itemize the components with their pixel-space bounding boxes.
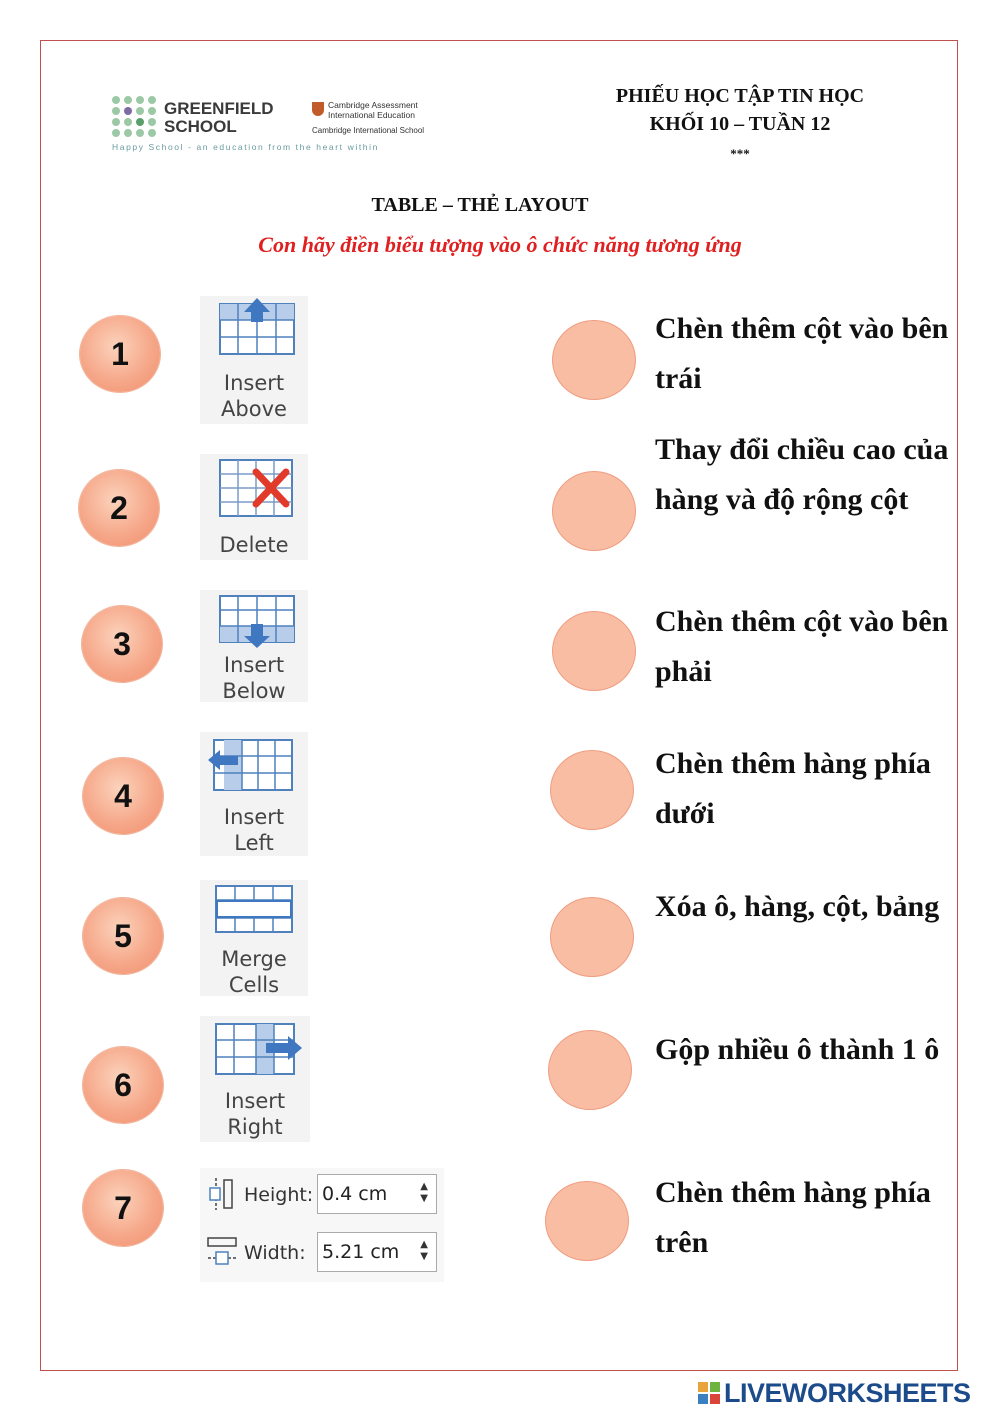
icon-label: Insert Below [222, 653, 286, 703]
icon-label: Insert Left [223, 805, 285, 855]
icon-label: Insert Above [221, 371, 287, 421]
row-height-icon [208, 1176, 236, 1212]
cambridge-line3: Cambridge International School [312, 126, 425, 135]
cambridge-logo [312, 100, 427, 142]
function-description: Chèn thêm hàng phía dưới [655, 747, 931, 830]
width-label: Width: [244, 1242, 306, 1264]
worksheet-grade-week: KHỐI 10 – TUẦN 12 [649, 113, 831, 135]
function-description: Chèn thêm cột vào bên trái [655, 312, 949, 395]
cambridge-shield-icon [312, 102, 324, 116]
number-circle: 3 [82, 606, 162, 682]
answer-drop-circle[interactable] [553, 321, 635, 399]
cambridge-line2: International Education [328, 110, 415, 120]
brand-name: LIVEWORKSHEETS [724, 1378, 971, 1408]
answer-drop-circle[interactable] [553, 612, 635, 690]
width-input[interactable] [317, 1232, 437, 1272]
spinner-arrows-icon[interactable]: ▲ ▼ [420, 1239, 428, 1262]
merge-cells-icon[interactable] [200, 880, 308, 996]
function-description: Chèn thêm hàng phía trên [655, 1176, 931, 1259]
function-description: Thay đổi chiều cao của hàng và độ rộng cột [655, 433, 949, 516]
answer-drop-circle[interactable] [546, 1182, 628, 1260]
answer-drop-circle[interactable] [551, 751, 633, 829]
title-stars: *** [730, 146, 750, 161]
height-input[interactable] [317, 1174, 437, 1214]
page-subtitle: TABLE – THẺ LAYOUT [371, 194, 589, 216]
icon-label: Merge Cells [221, 947, 287, 997]
insert-left-icon[interactable] [200, 732, 308, 856]
function-description: Xóa ô, hàng, cột, bảng [655, 890, 940, 923]
insert-above-icon[interactable] [200, 296, 308, 424]
worksheet-title: PHIẾU HỌC TẬP TIN HỌC [615, 85, 865, 107]
number-circle: 6 [83, 1047, 163, 1123]
number-circle: 1 [80, 316, 160, 392]
cambridge-line1: Cambridge Assessment [328, 100, 418, 110]
delete-table-icon[interactable] [200, 454, 308, 560]
number-circle: 4 [83, 758, 163, 834]
answer-drop-circle[interactable] [551, 898, 633, 976]
number-circle: 2 [79, 470, 159, 546]
height-value: 0.4 cm [322, 1183, 388, 1205]
school-tagline: Happy School - an education from the heart within [112, 142, 379, 152]
icon-label: Delete [219, 533, 289, 557]
column-width-icon [206, 1234, 238, 1268]
answer-drop-circle[interactable] [549, 1031, 631, 1109]
icon-label: Insert Right [224, 1089, 286, 1139]
answer-drop-circle[interactable] [553, 472, 635, 550]
insert-right-icon[interactable] [200, 1016, 310, 1142]
cell-size-icon [200, 1168, 444, 1282]
logo-dots-icon [112, 96, 156, 138]
function-description: Chèn thêm cột vào bên phải [655, 605, 949, 688]
height-label: Height: [244, 1184, 314, 1206]
school-name: GREENFIELD SCHOOL [164, 99, 274, 136]
liveworksheets-mark-icon [698, 1382, 720, 1404]
width-value: 5.21 cm [322, 1241, 400, 1263]
number-circle: 7 [83, 1170, 163, 1246]
spinner-arrows-icon[interactable]: ▲ ▼ [420, 1181, 428, 1204]
instruction-text: Con hãy điền biểu tượng vào ô chức năng tương ứng [258, 232, 742, 257]
number-circle: 5 [83, 898, 163, 974]
insert-below-icon[interactable] [200, 590, 308, 702]
function-description: Gộp nhiều ô thành 1 ô [655, 1033, 940, 1066]
